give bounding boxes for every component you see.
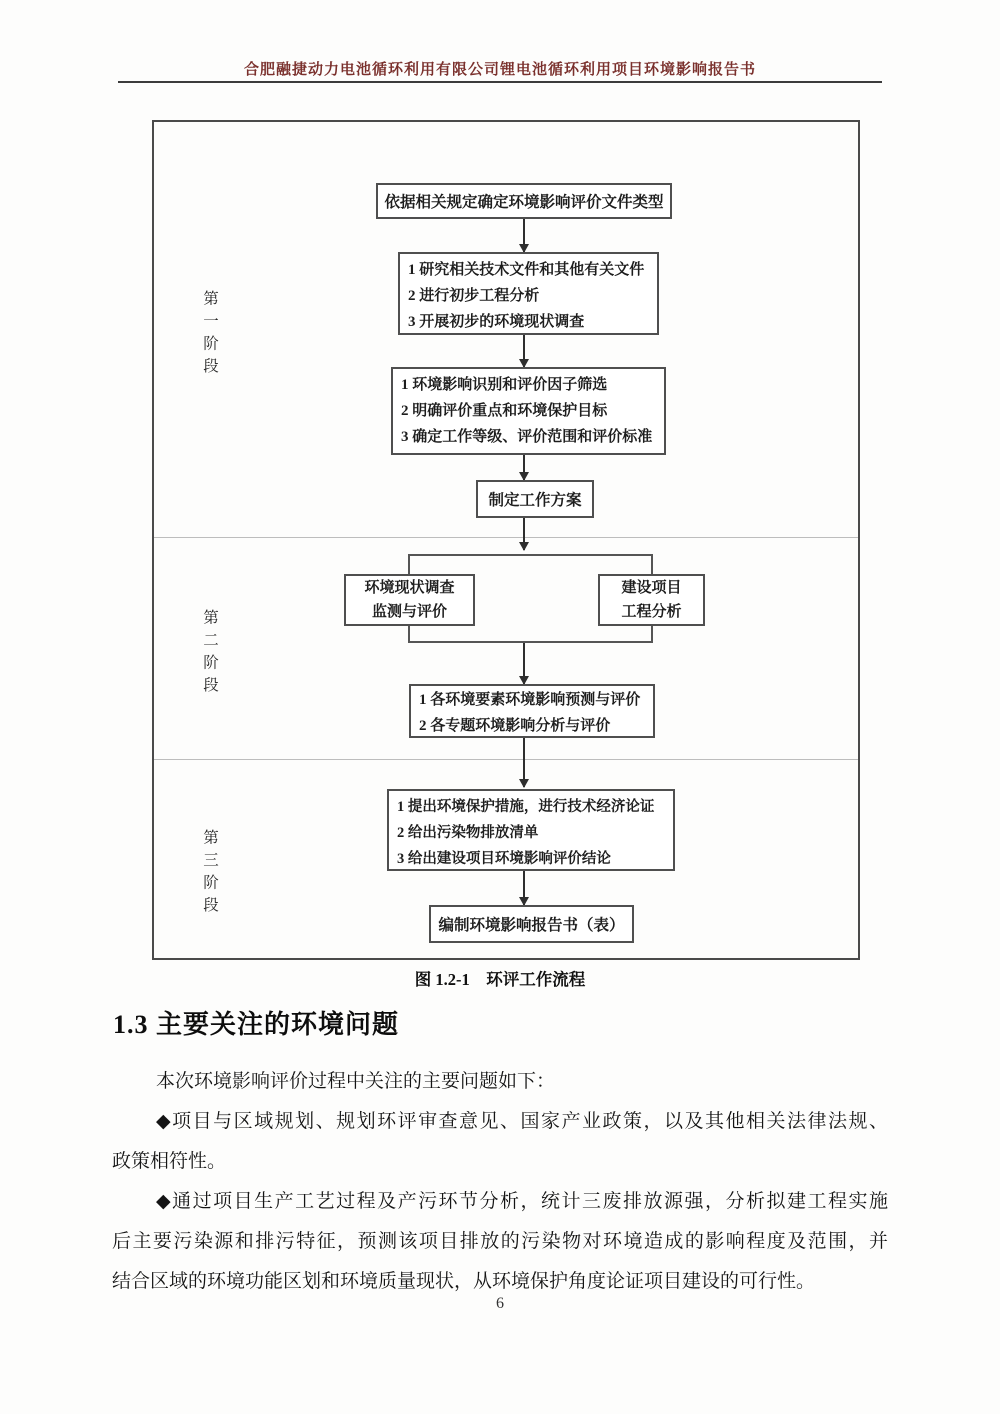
body-line: ◆项目与区域规划、规划环评审查意见、国家产业政策，以及其他相关法律法规、	[156, 1111, 888, 1132]
flow-node-study-line: 3 开展初步的环境现状调查	[408, 314, 585, 330]
body-line: ◆通过项目生产工艺过程及产污环节分析，统计三废排放源强，分析拟建工程实施	[156, 1191, 888, 1212]
flow-node-identify-line: 1 环境影响识别和评价因子筛选	[401, 377, 608, 393]
section-heading: 1.3 主要关注的环境问题	[113, 1010, 400, 1039]
body-line: 本次环境影响评价过程中关注的主要问题如下：	[156, 1071, 556, 1092]
flow-node-doc-type-label: 依据相关规定确定环境影响评价文件类型	[384, 194, 664, 211]
stage-label-2: 第二阶段	[201, 609, 218, 699]
flow-node-study	[398, 252, 659, 335]
flow-node-measures	[387, 789, 675, 871]
arrow-3	[523, 455, 525, 480]
stage-label-3: 第三阶段	[201, 829, 218, 919]
arrow-5	[523, 643, 525, 684]
flow-node-report-label: 编制环境影响报告书（表）	[438, 917, 625, 934]
body-line: 后主要污染源和排污特征，预测该项目排放的污染物对环境造成的影响程度及范围，并	[112, 1231, 888, 1252]
flow-node-survey	[344, 574, 475, 626]
arrow-1	[523, 219, 525, 252]
flowchart-frame	[152, 120, 860, 960]
figure-caption: 图 1.2-1 环评工作流程	[414, 970, 586, 989]
flow-node-identify-line: 2 明确评价重点和环境保护目标	[401, 403, 608, 419]
flow-node-identify	[391, 367, 666, 455]
flow-node-report	[429, 905, 634, 943]
body-line: 政策相符性。	[112, 1151, 227, 1172]
flow-node-project-line: 建设项目	[621, 580, 682, 596]
flow-node-predict-line: 2 各专题环境影响分析与评价	[419, 718, 611, 734]
page-number: 6	[496, 1295, 504, 1312]
flow-node-measures-line: 1 提出环境保护措施，进行技术经济论证	[397, 799, 655, 815]
stage-divider-2	[154, 759, 858, 760]
flow-node-study-line: 1 研究相关技术文件和其他有关文件	[408, 262, 645, 278]
stage-label-1: 第一阶段	[201, 290, 218, 380]
header-rule	[118, 81, 882, 83]
flow-node-doc-type	[376, 183, 672, 219]
flow-node-project-line: 工程分析	[621, 604, 682, 620]
arrow-6	[523, 738, 525, 787]
arrow-7	[523, 871, 525, 905]
flow-node-measures-line: 3 给出建设项目环境影响评价结论	[397, 851, 611, 867]
flow-node-survey-line: 监测与评价	[371, 604, 447, 620]
arrow-2	[523, 335, 525, 367]
stage-divider-1	[154, 537, 858, 538]
arrow-4	[523, 518, 525, 550]
flow-node-work-plan-label: 制定工作方案	[488, 492, 582, 509]
flow-node-predict-line: 1 各环境要素环境影响预测与评价	[419, 692, 641, 708]
flow-node-work-plan	[476, 480, 594, 518]
body-line: 结合区域的环境功能区划和环境质量现状，从环境保护角度论证项目建设的可行性。	[112, 1271, 816, 1292]
flow-node-identify-line: 3 确定工作等级、评价范围和评价标准	[401, 429, 653, 445]
flow-node-measures-line: 2 给出污染物排放清单	[397, 825, 539, 841]
report-header-title: 合肥融捷动力电池循环利用有限公司锂电池循环利用项目环境影响报告书	[243, 62, 756, 78]
flow-node-predict	[409, 684, 655, 738]
flow-node-project-analysis	[598, 574, 705, 626]
flow-node-survey-line: 环境现状调查	[364, 580, 455, 596]
flow-node-study-line: 2 进行初步工程分析	[408, 288, 540, 304]
